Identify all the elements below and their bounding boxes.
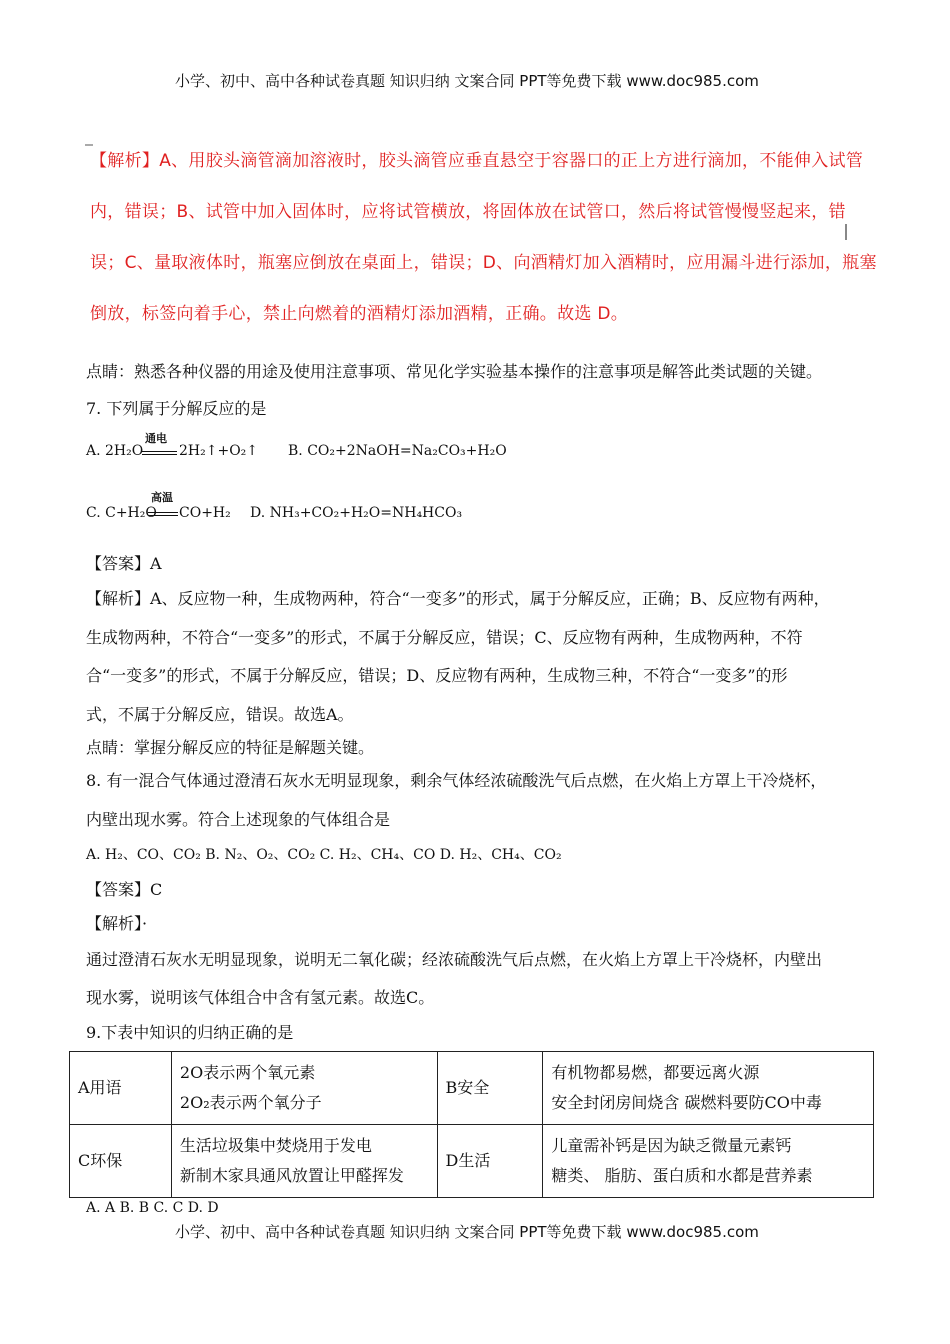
q7-stem: 7. 下列属于分解反应的是 (86, 399, 267, 418)
q7-option-a-equals (142, 451, 177, 455)
table-cell-label: B安全 (437, 1052, 543, 1125)
q7-analysis-line-3: 合“一变多”的形式，不属于分解反应，错误；D、反应物有两种，生成物三种，不符合“一变多”的形 (86, 666, 788, 685)
q7-answer: 【答案】A (86, 554, 162, 573)
table-cell-content (171, 1052, 437, 1125)
q6-analysis-line-4: 倒放，标签向着手心，禁止向燃着的酒精灯添加酒精，正确。故选 D。 (90, 304, 629, 324)
q7-option-a-label: A. 2H₂O (86, 443, 144, 459)
q8-options: A. H₂、CO、CO₂ B. N₂、O₂、CO₂ C. H₂、CH₄、CO D. H₂、CH₄、CO₂ (86, 847, 562, 863)
q8-answer: 【答案】C (86, 880, 163, 899)
page-footer: 小学、初中、高中各种试卷真题 知识归纳 文案合同 PPT等免费下载 www.doc985.com (175, 1223, 759, 1241)
q7-option-c-condition: 高温 (151, 491, 173, 504)
page-header: 小学、初中、高中各种试卷真题 知识归纳 文案合同 PPT等免费下载 www.doc985.com (175, 72, 759, 90)
q7-option-c-label: C. C+H₂O (86, 505, 157, 521)
table-cell-label: D生活 (437, 1125, 543, 1198)
q7-option-c-equals (148, 512, 178, 516)
table-cell-label: C环保 (70, 1125, 172, 1198)
q7-option-b: B. CO₂+2NaOH=Na₂CO₃+H₂O (288, 443, 507, 459)
q9-options: A. A B. B C. C D. D (86, 1200, 219, 1216)
q8-analysis-line-1: 通过澄清石灰水无明显现象，说明无二氧化碳；经浓硫酸洗气后点燃，在火焰上方罩上干冷烧杯，内壁出 (86, 950, 823, 969)
q8-analysis-head: 【解析】· (86, 914, 148, 933)
q7-tip: 点睛：掌握分解反应的特征是解题关键。 (86, 738, 375, 757)
q7-option-a-condition: 通电 (145, 432, 167, 445)
table-cell-line: 2O表示两个氧元素 (179, 1063, 316, 1082)
cursor-mark (845, 224, 847, 240)
table-cell-line: 有机物都易燃，都要远离火源 (551, 1063, 760, 1082)
q6-analysis-line-2: 内，错误；B、试管中加入固体时，应将试管横放，将固体放在试管口，然后将试管慢慢竖起来，错 (90, 202, 846, 222)
q7-analysis-line-2: 生成物两种，不符合“一变多”的形式，不属于分解反应，错误；C、反应物有两种，生成物两种，不符 (86, 628, 803, 647)
table-cell-label: A用语 (70, 1052, 172, 1125)
q7-analysis-line-1: 【解析】A、反应物一种，生成物两种，符合“一变多”的形式，属于分解反应，正确；B、反应物有两种， (86, 589, 830, 608)
table-cell-line: 糖类、 脂肪、蛋白质和水都是营养素 (551, 1166, 813, 1185)
q7-option-a-products: 2H₂↑+O₂↑ (179, 443, 259, 459)
q8-analysis-line-2: 现水雾，说明该气体组合中含有氢元素。故选C。 (86, 988, 435, 1007)
q8-stem-line-2: 内壁出现水雾。符合上述现象的气体组合是 (86, 810, 391, 829)
q6-tip: 点睛：熟悉各种仪器的用途及使用注意事项、常见化学实验基本操作的注意事项是解答此类试题的关键。 (86, 362, 823, 381)
table-cell-line: 安全封闭房间烧含 碳燃料要防CO中毒 (551, 1093, 822, 1112)
q8-stem-line-1: 8. 有一混合气体通过澄清石灰水无明显现象，剩余气体经浓硫酸洗气后点燃，在火焰上方罩上干冷烧杯， (86, 771, 827, 790)
table-cell-content (543, 1052, 874, 1125)
q7-analysis-line-4: 式，不属于分解反应，错误。故选A。 (86, 705, 354, 724)
scan-artifact-mark (85, 144, 93, 146)
q7-option-c-products: CO+H₂ (179, 505, 231, 521)
table-row (70, 1125, 874, 1198)
q6-analysis-line-1: 【解析】A、用胶头滴管滴加溶液时，胶头滴管应垂直悬空于容器口的正上方进行滴加，不能伸入试管 (90, 151, 864, 171)
q7-option-d: D. NH₃+CO₂+H₂O=NH₄HCO₃ (250, 505, 463, 521)
q9-stem: 9.下表中知识的归纳正确的是 (86, 1023, 294, 1042)
knowledge-table (69, 1051, 874, 1198)
q6-analysis-line-3: 误；C、量取液体时，瓶塞应倒放在桌面上，错误；D、向酒精灯加入酒精时，应用漏斗进行添加，瓶塞 (90, 253, 877, 273)
table-cell-line: 2O₂表示两个氧分子 (179, 1093, 322, 1112)
table-cell-content (171, 1125, 437, 1198)
table-cell-line: 生活垃圾集中焚烧用于发电 (179, 1136, 372, 1155)
table-cell-line: 新制木家具通风放置让甲醛挥发 (179, 1166, 404, 1185)
table-cell-line: 儿童需补钙是因为缺乏微量元素钙 (551, 1136, 792, 1155)
table-row (70, 1052, 874, 1125)
table-cell-content (543, 1125, 874, 1198)
